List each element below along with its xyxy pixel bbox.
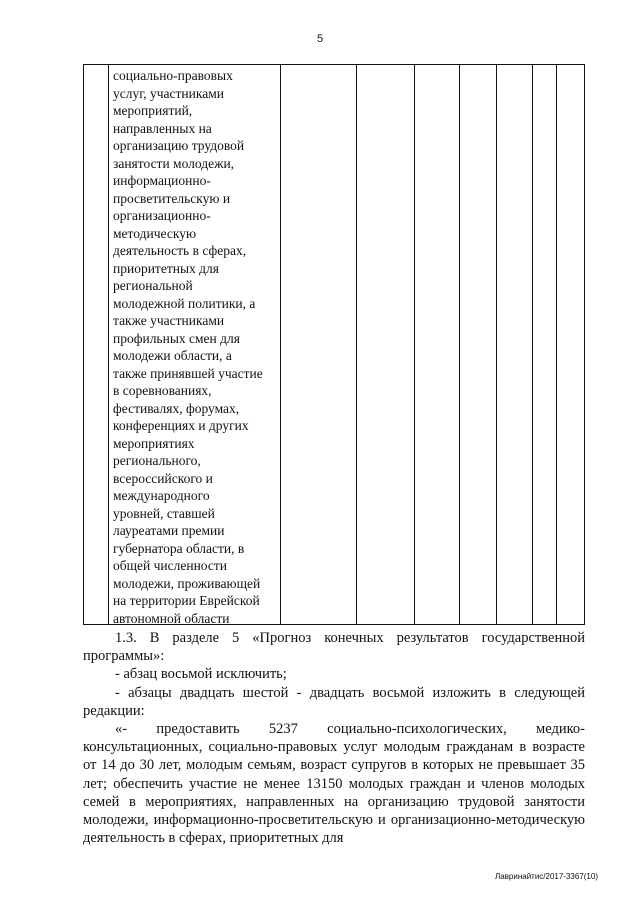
indicator-name-cell: социально-правовых услуг, участниками мероприятий, направленных на организацию трудовой занятости молодежи, информационно- просветительскую и организационно- методическую деятельность в сферах, приоритетных для региональной молодежной политики, а также участниками профильных смен для молодежи области, а также принявшей участие в соревнованиях, фестивалях, форумах, конференциях и других мероприятиях регионального, всероссийского и международного уровней, ставшей лауреатами премии губернатора области, в общей численности молодежи, проживающей на территории Еврейской автономной области <box>113 68 263 626</box>
document-footer-code: Лавринайтис/2017-3367(10) <box>494 872 598 881</box>
indicator-table <box>83 64 585 625</box>
table-column-divider <box>496 65 497 624</box>
table-column-divider <box>556 65 557 624</box>
paragraph-delete-item: - абзац восьмой исключить; <box>115 666 287 683</box>
paragraph-section-amendment: 1.3. В разделе 5 «Прогноз конечных результатов государственной программы»: <box>83 630 585 665</box>
page-number: 5 <box>316 33 324 45</box>
table-column-divider <box>414 65 415 624</box>
table-column-divider <box>108 65 109 624</box>
paragraph-restate-items: - абзацы двадцать шестой - двадцать восьмой изложить в следующей редакции: <box>83 684 585 719</box>
table-column-divider <box>356 65 357 624</box>
table-column-divider <box>532 65 533 624</box>
document-body <box>83 629 585 847</box>
paragraph-new-wording: «- предоставить 5237 социально-психологических, медико-консультационных, социально-правовых услуг молодым гражданам в возрасте от 14 до 30 лет, молодым семьям, возраст супругов в которых не превышает 35 лет; обеспечить участие не менее 13150 молодых граждан и членов молодых семей в мероприятиях, направленных на организацию трудовой занятости молодежи, информационно-просветительскую и организационно-методическую деятельность в сферах, приоритетных для <box>83 721 585 847</box>
table-column-divider <box>459 65 460 624</box>
